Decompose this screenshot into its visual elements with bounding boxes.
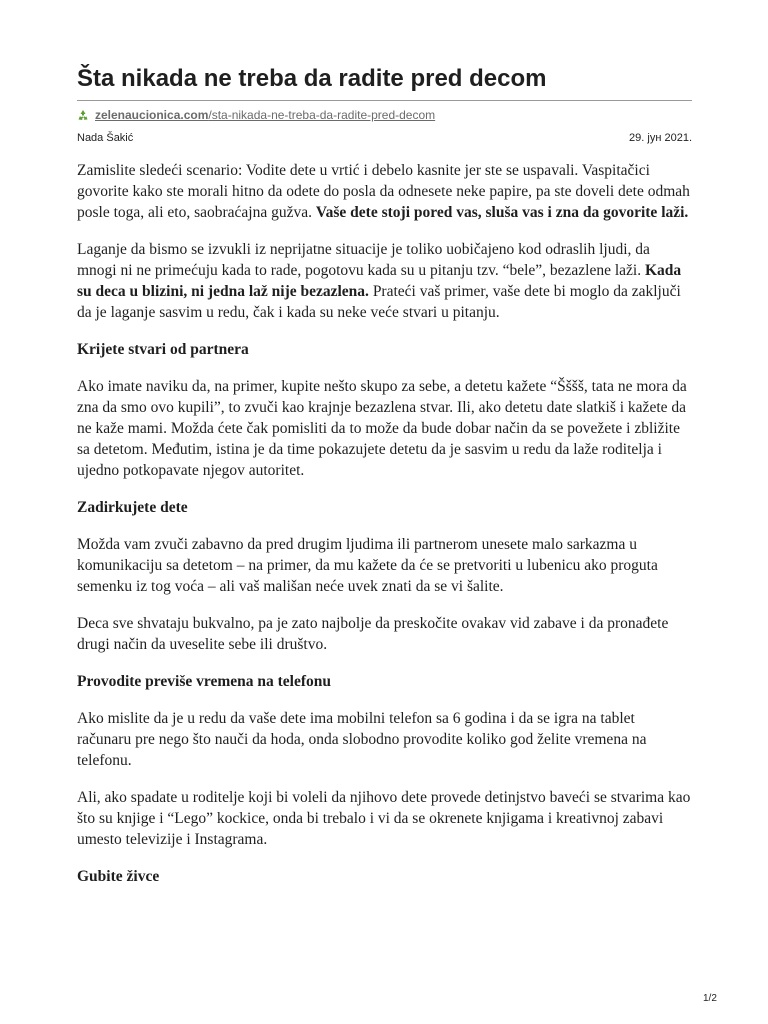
- paragraph-text: Zamislite sledeći scenario: Vodite dete u vrtić i debelo kasnite jer ste se uspavali. Vaspitačici govorite kako ste morali hitno da odete do posla da odnesete neke papire, pa ste doveli dete odmah posle toga, ali eto, saobraćajna gužva.: [77, 162, 690, 221]
- publish-date: 29. јун 2021.: [629, 132, 692, 144]
- source-domain: zelenaucionica.com: [95, 108, 209, 122]
- source-path: /sta-nikada-ne-treba-da-radite-pred-decom: [208, 108, 436, 122]
- paragraph-text: Prateći vaš primer, vaše dete bi moglo da zaključi da je laganje sasvim u redu, čak i kada su neke veće stvari u pitanju.: [77, 283, 681, 321]
- section-heading: Gubite živce: [77, 868, 160, 885]
- paragraph: Deca sve shvataju bukvalno, pa je zato najbolje da preskočite ovakav vid zabave i da pronađete drugi način da uveselite sebe ili društvo.: [77, 615, 669, 653]
- page-number: 1/2: [703, 993, 717, 1004]
- paragraph: Ako mislite da je u redu da vaše dete ima mobilni telefon sa 6 godina i da se igra na tablet računaru pre nego što nauči da hoda, onda slobodno provodite koliko god želite vremena na telefonu.: [77, 710, 647, 769]
- paragraph-text: Laganje da bismo se izvukli iz neprijatne situacije je toliko uobičajeno kod odraslih ljudi, da mnogi ni ne primećuju kada to rade, pogotovu kada su u pitanju tzv. “bele”, bezazlene laži.: [77, 241, 650, 279]
- title-divider: [77, 100, 692, 101]
- paragraph: Ali, ako spadate u roditelje koji bi voleli da njihovo dete provede detinjstvo baveći se stvarima kao što su knjige i “Lego” kockice, onda bi trebalo i vi da se okrenete knjigama i kreativnoj zabavi umesto televizije i Instagrama.: [77, 789, 691, 848]
- section-heading: Zadirkujete dete: [77, 499, 188, 516]
- paragraph: Možda vam zvuči zabavno da pred drugim ljudima ili partnerom unesete malo sarkazma u komunikaciju sa detetom – na primer, da mu kažete da će se pretvoriti u lubenicu ako proguta semenku iz tog voća – ali vaš mališan neće uvek znati da se vi šalite.: [77, 536, 658, 595]
- paragraph: [77, 239, 692, 323]
- section-heading: Provodite previše vremena na telefonu: [77, 673, 331, 690]
- page-title: Šta nikada ne treba da radite pred decom: [77, 65, 547, 92]
- paragraph: Ako imate naviku da, na primer, kupite nešto skupo za sebe, a detetu kažete “Šššš, tata ne mora da zna da smo ovo kupili”, to zvuči kao krajnje bezazlena stvar. Ili, ako detetu date slatkiš i kažete da ne kaže mami. Možda ćete čak pomisliti da to može da bude dobar način da se povežete i zbližite sa detetom. Međutim, istina je da time pokazujete detetu da je sasvim u redu da laže roditelja i ujedno potkopavate njegov autoritet.: [77, 378, 687, 479]
- recycle-icon: [77, 109, 89, 121]
- paragraph-emphasis: Vaše dete stoji pored vas, sluša vas i zna da govorite laži.: [315, 204, 689, 221]
- paragraph-emphasis: Kada su deca u blizini, ni jedna laž nije bezazlena.: [77, 262, 682, 300]
- author: Nada Šakić: [77, 132, 134, 144]
- paragraph: [77, 160, 692, 223]
- source-line: [77, 107, 435, 123]
- article-meta: [77, 131, 692, 145]
- source-link[interactable]: [95, 107, 435, 123]
- section-heading: Krijete stvari od partnera: [77, 341, 249, 358]
- article-body: [77, 160, 692, 903]
